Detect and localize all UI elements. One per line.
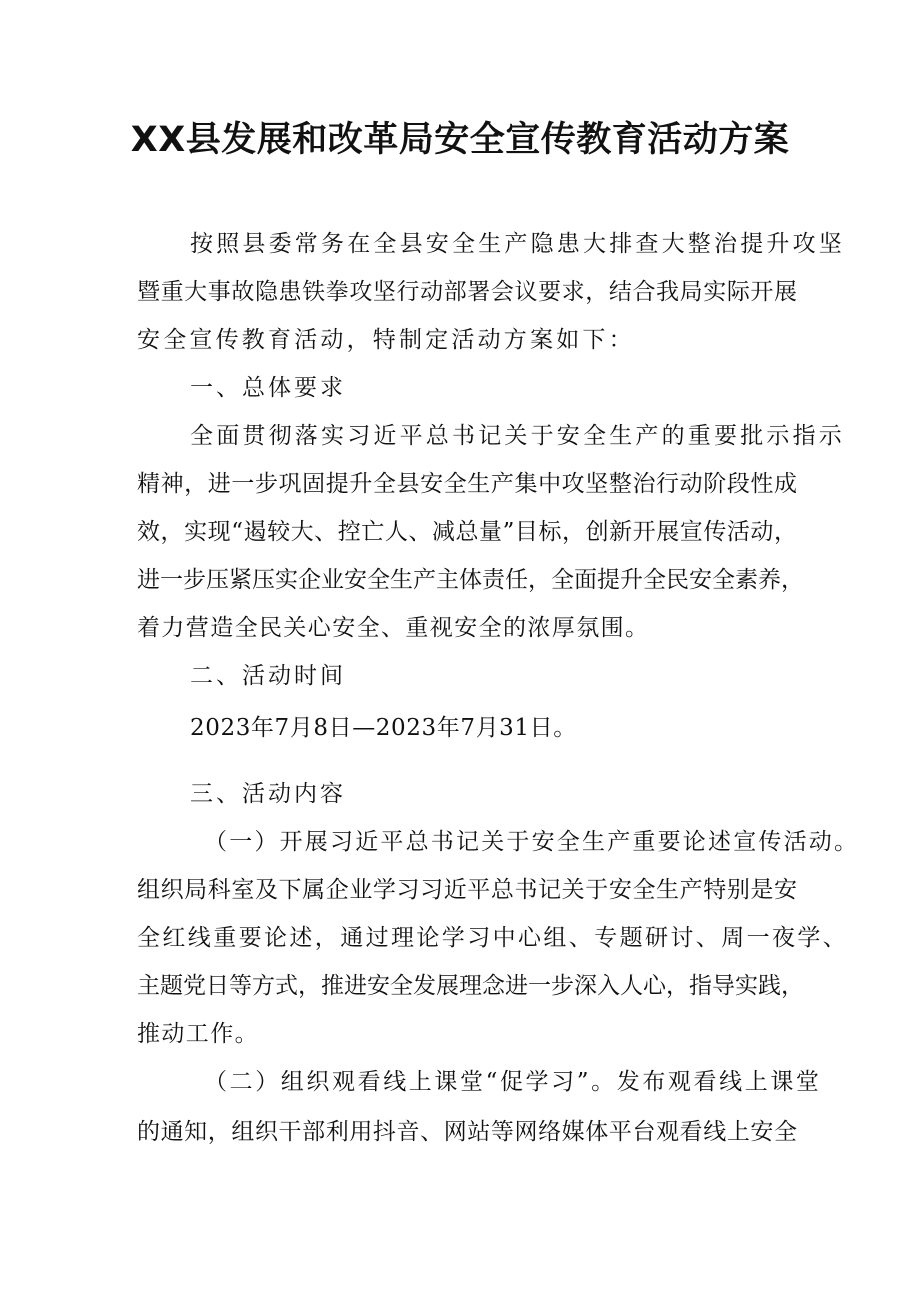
section1-line-2: 精神，进一步巩固提升全县安全生产集中攻坚整治行动阶段性成 — [137, 471, 797, 497]
document-title: XX县发展和改革局安全宣传教育活动方案 — [130, 120, 790, 160]
section3-item1-line-5: 推动工作。 — [137, 1021, 259, 1047]
section1-heading: 一、总体要求 — [190, 375, 346, 401]
section1-line-4: 进一步压紧压实企业安全生产主体责任，全面提升全民安全素养， — [137, 567, 804, 593]
intro-line-3: 安全宣传教育活动，特制定活动方案如下： — [137, 327, 635, 353]
section1-line-1: 全面贯彻落实习近平总书记关于安全生产的重要批示指示 — [190, 423, 845, 449]
intro-line-1: 按照县委常务在全县安全生产隐患大排查大整治提升攻坚 — [190, 231, 845, 257]
section2-heading: 二、活动时间 — [190, 663, 346, 689]
section3-item2-line-1: （二）组织观看线上课堂“促学习”。发布观看线上课堂 — [204, 1069, 822, 1095]
intro-line-2: 暨重大事故隐患铁拳攻坚行动部署会议要求，结合我局实际开展 — [137, 279, 797, 305]
section3-item1-line-1: （一）开展习近平总书记关于安全生产重要论述宣传活动。 — [204, 829, 860, 855]
section1-line-5: 着力营造全民关心安全、重视安全的浓厚氛围。 — [137, 615, 650, 641]
section3-item1-line-3: 全红线重要论述，通过理论学习中心组、专题研讨、周一夜学、 — [137, 925, 849, 951]
section3-heading: 三、活动内容 — [190, 781, 346, 807]
activity-date-range: 2023年7月8日—2023年7月31日。 — [190, 715, 577, 741]
section1-line-3: 效，实现“遏较大、控亡人、减总量”目标，创新开展宣传活动， — [137, 519, 797, 545]
section3-item1-line-4: 主题党日等方式，推进安全发展理念进一步深入人心，指导实践， — [137, 973, 804, 999]
section3-item2-line-2: 的通知，组织干部利用抖音、网站等网络媒体平台观看线上安全 — [137, 1119, 797, 1145]
section3-item1-line-2: 组织局科室及下属企业学习习近平总书记关于安全生产特别是安 — [137, 877, 797, 903]
